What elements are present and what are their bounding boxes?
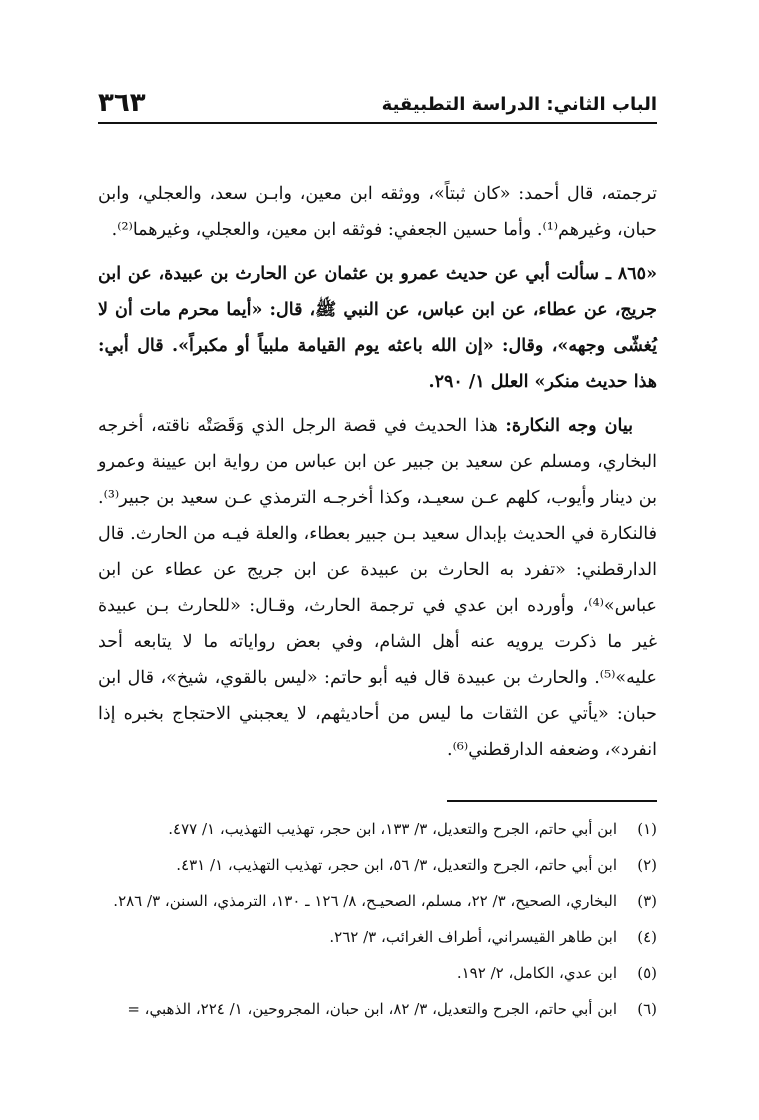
footnote-text: ابن أبي حاتم، الجرح والتعديل، ٣/ ١٣٣، ابن حجر، تهذيب التهذيب، ١/ ٤٧٧. bbox=[168, 820, 617, 838]
main-text bbox=[98, 176, 657, 776]
question-paragraph: «٨٦٥ ـ سألت أبي عن حديث عمرو بن عثمان عن الحارث بن عبيدة، عن ابن جريج، عن عطاء، عن ابن عباس، عن النبي ﷺ، قال: «أيما محرم مات أن لا يُغشّى وجهه»، وقال: «إن الله باعثه يوم القيامة ملبياً أو مكبراً». قال أبي: هذا حديث منكر» العلل ١/ ٢٩٠. bbox=[98, 264, 657, 392]
paragraph-3 bbox=[98, 408, 657, 768]
footnote-number: (٣) bbox=[637, 892, 657, 910]
footnote-text: البخاري، الصحيح، ٣/ ٢٢، مسلم، الصحيـح، ٨/ ١٢٦ ـ ١٣٠، الترمذي، السنن، ٣/ ٢٨٦. bbox=[113, 892, 617, 910]
running-header bbox=[98, 88, 657, 124]
footnotes bbox=[98, 812, 657, 1028]
footnote-text: ابن أبي حاتم، الجرح والتعديل، ٣/ ٨٢، ابن حبان، المجروحين، ١/ ٢٢٤، الذهبي، = bbox=[127, 1000, 617, 1018]
footnote-text: ابن عدي، الكامل، ٢/ ١٩٢. bbox=[456, 964, 617, 982]
footnote-number: (٢) bbox=[637, 856, 657, 874]
footnote bbox=[98, 848, 657, 882]
footnote bbox=[98, 812, 657, 846]
footnote-number: (٦) bbox=[637, 1000, 657, 1018]
footnote-number: (١) bbox=[637, 820, 657, 838]
footnote bbox=[98, 956, 657, 990]
footnote-number: (٥) bbox=[637, 964, 657, 982]
paragraph-3-text: هذا الحديث في قصة الرجل الذي وَقَصَتْه ناقته، أخرجه البخاري، ومسلم عن سعيد بن جبير عن ابن عباس من رواية ابن عيينة وعمرو بن دينار وأيوب، كلهم عـن سعيـد، وكذا أخرجـه الترمذي عـن سعيد بن جبير⁽³⁾. فالنكارة في الحديث بإبدال سعيد بـن جبير بعطاء، والعلة فيـه من الحارث. قال الدارقطني: «تفرد به الحارث بن عبيدة عن ابن جريج عن عطاء عن ابن عباس»⁽⁴⁾، وأورده ابن عدي في ترجمة الحارث، وقـال: «للحارث بـن عبيدة غير ما ذكرت يرويه عنه أهل الشام، وفي بعض رواياته ما لا يتابعه أحد عليه»⁽⁵⁾. والحارث بن عبيدة قال فيه أبو حاتم: «ليس بالقوي، شيخ»، قال ابن حبان: «يأتي عن الثقات ما ليس من أحاديثهم، لا يعجبني الاحتجاج بخبره إذا انفرد»، وضعفه الدارقطني⁽⁶⁾. bbox=[98, 416, 657, 760]
footnote bbox=[98, 992, 657, 1026]
footnote-text: ابن أبي حاتم، الجرح والتعديل، ٣/ ٥٦، ابن حجر، تهذيب التهذيب، ١/ ٤٣١. bbox=[176, 856, 617, 874]
footnote bbox=[98, 920, 657, 954]
page-number: ٣٦٣ bbox=[98, 88, 146, 118]
footnote-number: (٤) bbox=[637, 928, 657, 946]
section-label: بيان وجه النكارة: bbox=[505, 416, 633, 436]
paragraph-1: ترجمته، قال أحمد: «كان ثبتاً»، ووثقه ابن معين، وابـن سعد، والعجلي، وابن حبان، وغيرهم⁽¹⁾. وأما حسين الجعفي: فوثقه ابن معين، والعجلي، وغيرهما⁽²⁾. bbox=[98, 184, 657, 240]
footnote-separator bbox=[447, 800, 657, 802]
footnote-text: ابن طاهر القيسراني، أطراف الغرائب، ٣/ ٢٦٢. bbox=[329, 928, 617, 946]
footnote bbox=[98, 884, 657, 918]
chapter-title: الباب الثاني: الدراسة التطبيقية bbox=[381, 94, 657, 115]
